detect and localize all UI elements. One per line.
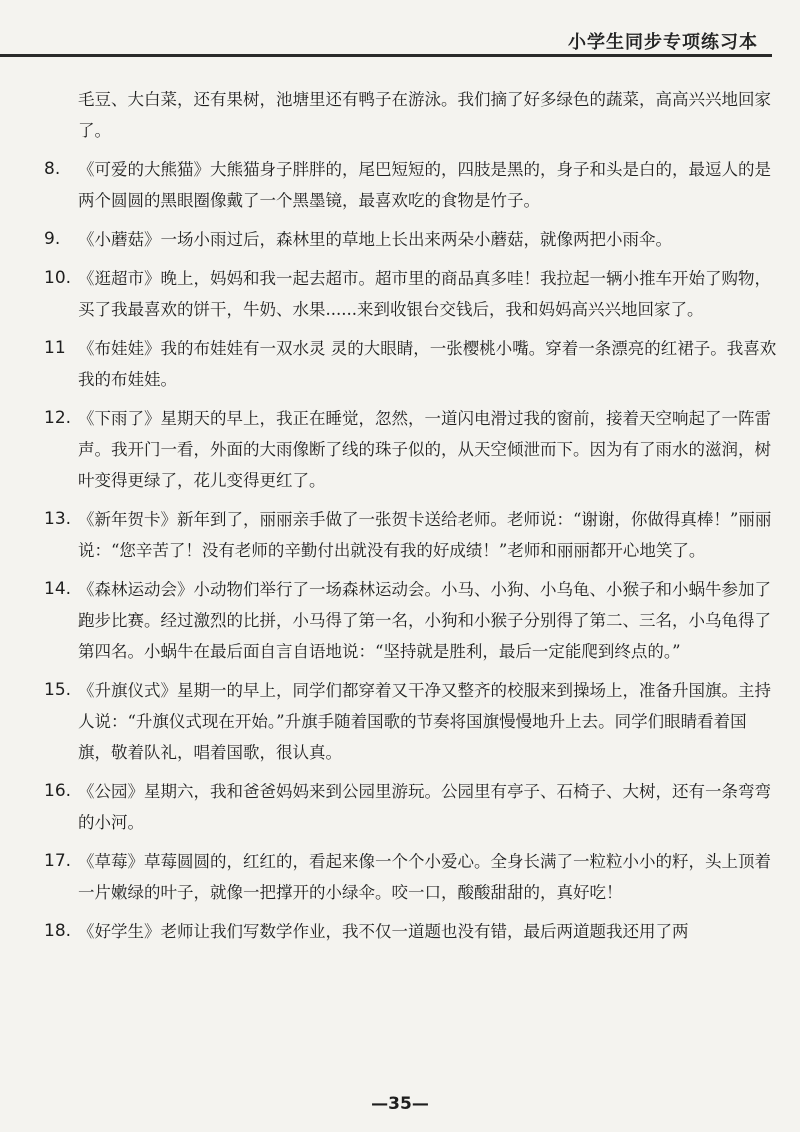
list-item	[44, 224, 778, 255]
entry-number: 10.	[44, 268, 72, 288]
entry-text: 一场小雨过后，森林里的草地上长出来两朵小蘑菇，就像两把小雨伞。	[160, 230, 672, 249]
list-item	[44, 776, 778, 838]
entry-title: 《草莓》	[78, 852, 144, 871]
entry-title: 《下雨了》	[78, 409, 161, 428]
entry-list	[44, 154, 778, 947]
list-item	[44, 675, 778, 768]
entry-number: 16.	[44, 781, 72, 801]
entry-number: 13.	[44, 509, 72, 529]
entry-text: 小动物们举行了一场森林运动会。小马、小狗、小乌龟、小猴子和小蜗牛参加了跑步比赛。经过激烈的比拼，小马得了第一名，小狗和小猴子分别得了第二、三名，小乌龟得了第四名。小蜗牛在最后面自言自语地说：“坚持就是胜利，最后一定能爬到终点的。”	[78, 580, 771, 661]
entry-number: 17.	[44, 851, 72, 871]
header-rule	[0, 54, 772, 57]
page-number: —35—	[371, 1094, 429, 1114]
entry-number: 12.	[44, 408, 72, 428]
list-item	[44, 154, 778, 216]
entry-title: 《新年贺卡》	[78, 510, 177, 529]
entry-number: 15.	[44, 680, 72, 700]
entry-number: 14.	[44, 579, 72, 599]
entry-text: 星期六，我和爸爸妈妈来到公园里游玩。公园里有亭子、石椅子、大树，还有一条弯弯的小河。	[78, 782, 771, 832]
continuation-paragraph: 毛豆、大白菜，还有果树，池塘里还有鸭子在游泳。我们摘了好多绿色的蔬菜，高高兴兴地回家了。	[78, 90, 771, 140]
entry-text: 我的布娃娃有一双水灵 灵的大眼睛，一张樱桃小嘴。穿着一条漂亮的红裙子。我喜欢我的布娃娃。	[78, 339, 777, 389]
entry-text: 星期天的早上，我正在睡觉，忽然，一道闪电滑过我的窗前，接着天空响起了一阵雷声。我开门一看，外面的大雨像断了线的珠子似的，从天空倾泄而下。因为有了雨水的滋润，树叶变得更绿了，花儿变得更红了。	[78, 409, 771, 490]
list-item	[44, 916, 778, 947]
entry-number: 11	[44, 338, 66, 358]
entry-title: 《森林运动会》	[78, 580, 194, 599]
entry-title: 《公园》	[78, 782, 144, 801]
entry-number: 18.	[44, 921, 72, 941]
entry-title: 《逛超市》	[78, 269, 161, 288]
entry-title: 《布娃娃》	[78, 339, 161, 358]
list-item	[44, 263, 778, 325]
entry-text: 老师让我们写数学作业，我不仅一道题也没有错，最后两道题我还用了两	[160, 922, 689, 941]
entry-title: 《可爱的大熊猫》	[78, 160, 210, 179]
list-item	[44, 403, 778, 496]
entry-title: 《小蘑菇》	[78, 230, 161, 249]
entry-number: 9.	[44, 229, 61, 249]
entry-title: 《好学生》	[78, 922, 161, 941]
entry-text: 星期一的早上，同学们都穿着又干净又整齐的校服来到操场上，准备升国旗。主持人说：“升旗仪式现在开始。”升旗手随着国歌的节奏将国旗慢慢地升上去。同学们眼睛看着国旗，敬着队礼，唱着国歌，很认真。	[78, 681, 771, 762]
list-item	[44, 333, 778, 395]
list-item	[44, 574, 778, 667]
list-item	[44, 846, 778, 908]
entry-text: 晚上，妈妈和我一起去超市。超市里的商品真多哇！我拉起一辆小推车开始了购物，买了我最喜欢的饼干，牛奶、水果......来到收银台交钱后，我和妈妈高兴兴地回家了。	[78, 269, 771, 319]
book-title: 小学生同步专项练习本	[568, 32, 758, 53]
entry-number: 8.	[44, 159, 61, 179]
entry-text: 新年到了，丽丽亲手做了一张贺卡送给老师。老师说：“谢谢，你做得真棒！”丽丽说：“您辛苦了！没有老师的辛勤付出就没有我的好成绩！”老师和丽丽都开心地笑了。	[78, 510, 772, 560]
entry-title: 《升旗仪式》	[78, 681, 177, 700]
page-header	[0, 0, 800, 62]
list-item	[44, 504, 778, 566]
entry-text: 大熊猫身子胖胖的，尾巴短短的，四肢是黑的，身子和头是白的，最逗人的是两个圆圆的黑眼圈像戴了一个黑墨镜，最喜欢吃的食物是竹子。	[78, 160, 771, 210]
content	[44, 84, 778, 955]
entry-text: 草莓圆圆的，红红的，看起来像一个个小爱心。全身长满了一粒粒小小的籽，头上顶着一片嫩绿的叶子，就像一把撑开的小绿伞。咬一口，酸酸甜甜的，真好吃！	[78, 852, 771, 902]
